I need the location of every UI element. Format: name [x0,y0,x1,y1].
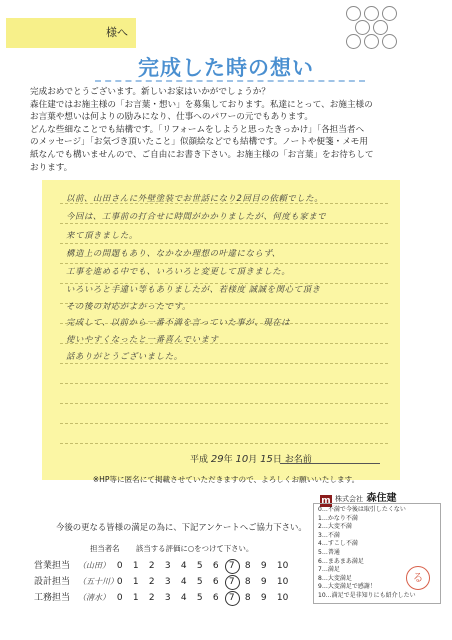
rating-option-10[interactable]: 10 [276,593,289,603]
date-day-label: 日 [272,455,282,465]
message-card [42,180,400,480]
staff-name: （山田） [78,561,110,570]
title-divider [95,80,365,82]
binder-hole [364,34,379,49]
handwritten-line: 以前、山田さんに外壁塗装でお世話になり2回目の依頼でした。 [66,193,324,203]
rating-option-6[interactable]: 6 [212,577,219,587]
legend-item: 1…かなり不満 [318,514,358,522]
role-label: 営業担当 [34,561,71,571]
rating-option-2[interactable]: 2 [148,577,155,587]
ruled-line [60,223,388,224]
intro-line: お言葉や想いは何よりの励みになり、仕事へのパワーの元でもあります。 [30,112,313,123]
handwritten-line: 構造上の問題もあり、なかなか理想の叶違にならず、 [66,248,281,258]
handwritten-stamp: る [406,566,430,590]
handwritten-line: 使いやすくなったと一番喜んでいます [66,334,219,344]
rating-option-3[interactable]: 3 [164,577,171,587]
rating-option-3[interactable]: 3 [164,561,171,571]
intro-line: 完成おめでとうございます。新しいお家はいかがでしょうか？ [30,87,270,97]
date-month: 10 [235,454,249,465]
role-label: 設計担当 [34,577,71,587]
rating-option-1[interactable]: 1 [132,593,139,603]
handwritten-line: 完成して、以前から一番不満を言っていた事が、現在は [66,317,291,327]
survey-heading: 今後の更なる皆様の満足の為に、下記アンケートへご協力下さい。 [56,522,307,532]
recipient-suffix: 様へ [106,26,128,39]
rating-option-9[interactable]: 9 [260,577,267,587]
handwritten-line: 工事を進める中でも、いろいろと変更して頂きました。 [66,266,291,276]
staff-column-header: 担当者名 [90,544,120,553]
handwritten-line: その後の対応がよかったです。 [66,301,191,311]
rating-option-3[interactable]: 3 [164,593,171,603]
rating-instruction: 該当する評価に○をつけて下さい。 [136,544,254,553]
handwritten-line: 来て頂きました。 [66,230,138,240]
date-day: 15 [260,454,273,465]
handwritten-line: いろいろと手違い等もありましたが、若様度 誠誠を関心て頂き [66,284,321,294]
legend-item: 5…普通 [318,548,340,556]
binder-hole [355,20,370,35]
survey-row-construction [34,590,293,603]
survey-row-sales [34,558,293,571]
legend-item: 4…すこし不満 [318,540,358,548]
rating-scale [117,593,293,603]
rating-option-6[interactable]: 6 [212,561,219,571]
binder-hole [346,6,361,21]
rating-option-0[interactable]: 0 [116,561,123,571]
binder-hole [382,34,397,49]
rating-option-5[interactable]: 5 [196,577,203,587]
intro-line: 紙なんでも構いませんので、ご自由にお書き下さい。お施主様の「お言葉」をお待ちして [30,149,374,160]
rating-option-4[interactable]: 4 [180,577,187,587]
staff-name: （清水） [78,593,110,602]
company-mark-icon: m [321,496,331,506]
binder-hole [373,20,388,35]
rating-option-0[interactable]: 0 [116,593,123,603]
name-label: お名前 [284,455,312,465]
rating-option-1[interactable]: 1 [132,577,139,587]
rating-option-5[interactable]: 5 [196,561,203,571]
publication-notice: ※HP等に匿名にて掲載させていただきますので、よろしくお願いいたします。 [92,475,360,484]
rating-scale [117,561,293,571]
rating-option-8[interactable]: 8 [244,577,251,587]
intro-line: のメッセージ」「お気づき頂いたこと」似顔絵などでも結構です。ノートや便箋・メモ用 [30,137,368,148]
binder-hole [346,34,361,49]
ruled-line [60,263,388,264]
binder-hole [364,6,379,21]
handwritten-line: 今回は、工事前の打合せに時間がかかりましたが、何度も家まで [66,211,327,221]
rating-option-7[interactable]: 7 [229,577,245,587]
role-label: 工務担当 [34,593,71,603]
legend-item: 7…満足 [318,566,340,574]
intro-text [30,86,430,174]
legend-item: 2…大変不満 [318,523,352,531]
binder-hole [382,6,397,21]
rating-option-9[interactable]: 9 [260,593,267,603]
rating-option-2[interactable]: 2 [148,561,155,571]
rating-option-6[interactable]: 6 [212,593,219,603]
ruled-line [60,243,388,244]
rating-option-0[interactable]: 0 [116,577,123,587]
rating-option-2[interactable]: 2 [148,593,155,603]
intro-line: おります。 [30,162,73,173]
date-year: 29 [210,454,224,465]
legend-item: 8…大変満足 [318,574,352,582]
legend-item: 3…不満 [318,531,340,539]
rating-option-8[interactable]: 8 [244,593,251,603]
legend-item: 10…満足で是非知りにも紹介したい [318,591,416,599]
company-name: 森住建 [366,493,397,504]
legend-item: 0…不満で今後は取引したくない [318,506,406,513]
intro-line: 森住建ではお施主様の「お言葉・想い」を募集しております。私達にとって、お施主様の [30,99,373,110]
ruled-line [60,383,388,384]
ruled-line [60,423,388,424]
page-title: 完成した時の想い [138,56,314,80]
rating-option-10[interactable]: 10 [276,561,289,571]
ruled-line [60,443,388,444]
company-prefix: 株式会社 [335,495,363,503]
rating-option-10[interactable]: 10 [276,577,289,587]
ruled-line [60,403,388,404]
intro-line: どんな些細なことでも結構です。「リフォームをしようと思ったきっかけ」「各担当者へ [30,124,365,135]
legend-item: 9…大変満足で感謝！ [318,583,376,591]
rating-option-8[interactable]: 8 [244,561,251,571]
date-era: 平成 [190,455,209,465]
rating-option-7[interactable]: 7 [229,561,245,571]
rating-option-4[interactable]: 4 [180,593,187,603]
survey-row-design [34,574,293,587]
rating-scale [117,577,293,587]
signature-line [280,463,380,464]
rating-option-1[interactable]: 1 [132,561,139,571]
rating-option-4[interactable]: 4 [180,561,187,571]
date-month-label: 月 [248,455,258,465]
rating-option-9[interactable]: 9 [260,561,267,571]
ruled-line [60,363,388,364]
rating-option-7[interactable]: 7 [229,593,245,603]
date-year-label: 年 [223,455,233,465]
handwritten-line: 話ありがとうございました。 [66,351,183,361]
staff-name: （五十川） [78,577,118,586]
legend-item: 6…まあまあ満足 [318,557,364,565]
rating-option-5[interactable]: 5 [196,593,203,603]
